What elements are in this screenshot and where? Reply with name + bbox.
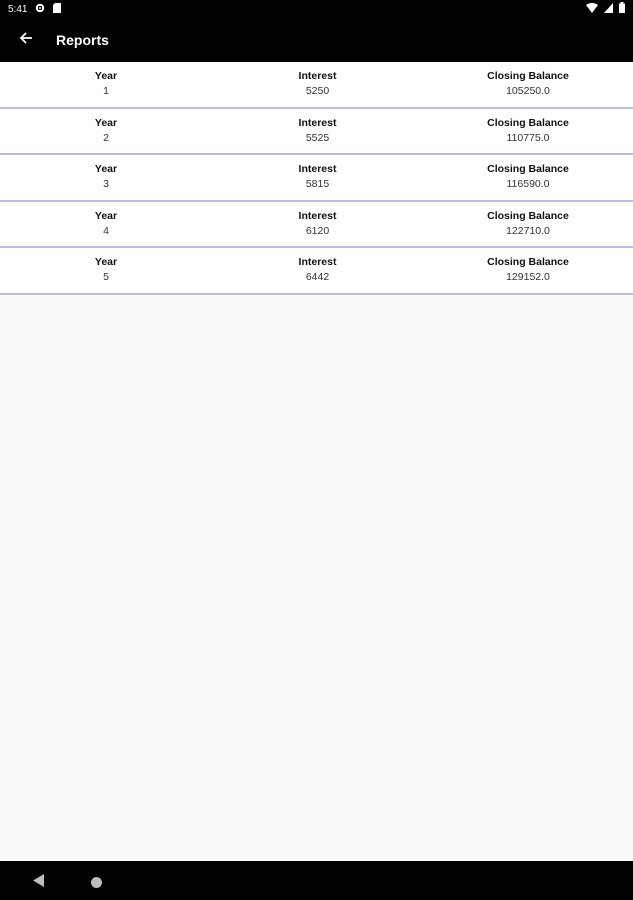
interest-value: 5525 xyxy=(305,131,330,144)
interest-value: 5815 xyxy=(305,178,330,191)
closing-balance-cell xyxy=(423,69,633,99)
arrow-back-icon xyxy=(19,31,33,50)
year-cell xyxy=(0,209,212,239)
interest-cell xyxy=(212,162,423,192)
closing-balance-value: 122710.0 xyxy=(506,224,550,237)
closing-balance-label: Closing Balance xyxy=(487,256,569,269)
interest-value: 6120 xyxy=(305,224,330,237)
closing-balance-cell xyxy=(423,116,633,146)
year-value: 4 xyxy=(103,224,109,237)
year-label: Year xyxy=(94,256,118,269)
interest-label: Interest xyxy=(298,209,337,222)
closing-balance-value: 105250.0 xyxy=(506,85,550,98)
sd-card-icon xyxy=(53,3,61,16)
closing-balance-value: 110775.0 xyxy=(506,131,550,144)
interest-label: Interest xyxy=(298,70,337,83)
closing-balance-label: Closing Balance xyxy=(487,70,569,83)
year-label: Year xyxy=(94,209,118,222)
year-cell xyxy=(0,116,212,146)
back-button[interactable] xyxy=(0,18,52,62)
report-row[interactable] xyxy=(0,109,633,156)
interest-cell xyxy=(212,116,423,146)
year-value: 2 xyxy=(103,131,109,144)
closing-balance-value: 129152.0 xyxy=(506,271,550,284)
year-cell xyxy=(0,162,212,192)
report-row[interactable] xyxy=(0,155,633,202)
year-value: 1 xyxy=(103,85,109,98)
report-row[interactable] xyxy=(0,248,633,295)
nav-home-icon[interactable] xyxy=(91,875,102,893)
closing-balance-value: 116590.0 xyxy=(506,178,550,191)
closing-balance-cell xyxy=(423,255,633,285)
interest-label: Interest xyxy=(298,256,337,269)
closing-balance-cell xyxy=(423,209,633,239)
reports-list xyxy=(0,62,633,295)
closing-balance-label: Closing Balance xyxy=(487,116,569,129)
wifi-icon xyxy=(586,3,598,16)
closing-balance-label: Closing Balance xyxy=(487,163,569,176)
signal-icon xyxy=(604,3,613,16)
interest-cell xyxy=(212,209,423,239)
settings-icon xyxy=(35,3,45,16)
year-label: Year xyxy=(94,116,118,129)
interest-cell xyxy=(212,69,423,99)
report-row[interactable] xyxy=(0,202,633,249)
year-value: 5 xyxy=(103,271,109,284)
closing-balance-label: Closing Balance xyxy=(487,209,569,222)
report-row[interactable] xyxy=(0,62,633,109)
interest-label: Interest xyxy=(298,116,337,129)
closing-balance-cell xyxy=(423,162,633,192)
year-cell xyxy=(0,69,212,99)
nav-back-icon[interactable] xyxy=(33,874,45,892)
interest-label: Interest xyxy=(298,163,337,176)
year-label: Year xyxy=(94,70,118,83)
app-bar xyxy=(0,18,633,62)
interest-cell xyxy=(212,255,423,285)
page-title: Reports xyxy=(56,32,109,48)
interest-value: 5250 xyxy=(305,85,330,98)
status-bar xyxy=(0,0,633,18)
navigation-bar xyxy=(0,861,633,900)
battery-icon xyxy=(619,2,625,16)
status-time: 5:41 xyxy=(8,3,28,15)
year-value: 3 xyxy=(103,178,109,191)
interest-value: 6442 xyxy=(305,271,330,284)
year-cell xyxy=(0,255,212,285)
year-label: Year xyxy=(94,163,118,176)
